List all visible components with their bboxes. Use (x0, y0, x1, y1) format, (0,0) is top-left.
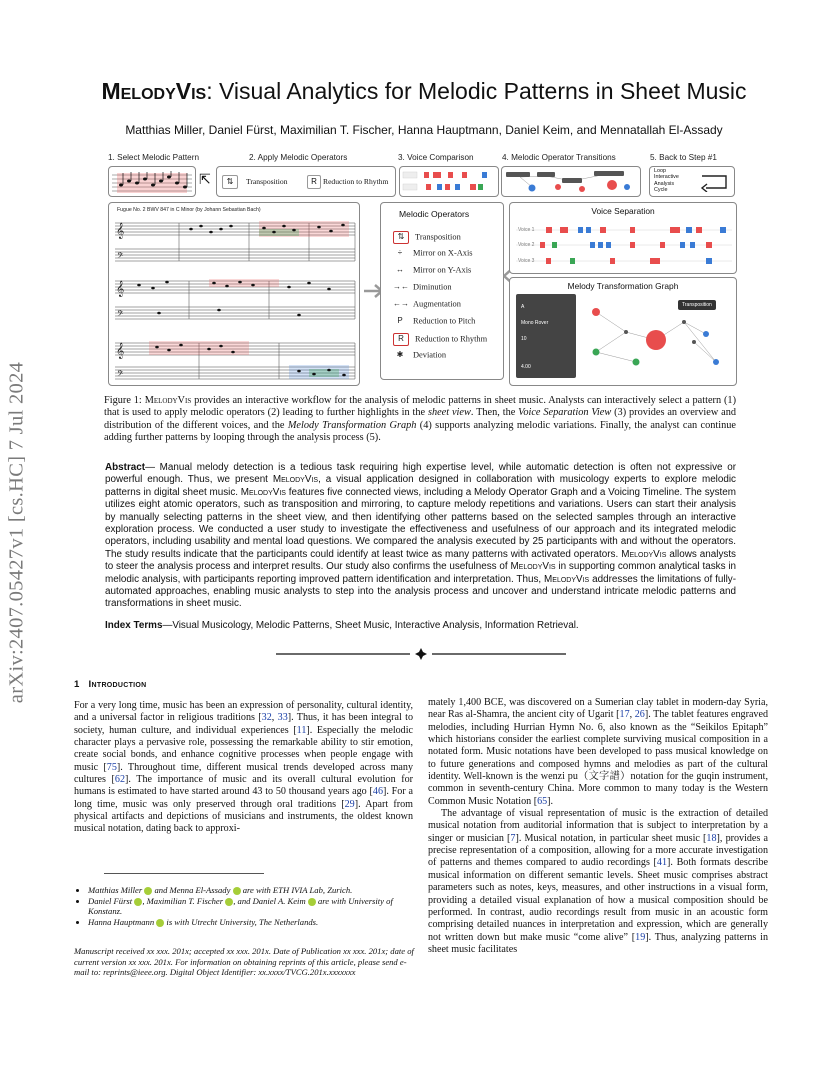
voice-comparison-thumbnail (400, 167, 498, 196)
sheet-title: Fugue No. 2 BWV 847 in C Minor (by Johann Sebastian Bach) (117, 207, 261, 213)
melody-transformation-graph-panel (509, 277, 737, 386)
operators-title: Melodic Operators (399, 209, 470, 219)
reduction-rhythm-icon: R (307, 175, 321, 189)
intro-column-2 (428, 697, 768, 956)
title-system-name: MelodyVis (101, 78, 207, 104)
diminution-icon: →← (393, 282, 409, 291)
intro-column-1: For a very long time, music has been an expression of personality, cultural identity, and a universal factor in religious traditions [32, 33]. Thus, it has been integral to society, human culture, and individual experiences [11]. Especially the melodic character plays a pervasive role, possessing the remarkable ability to stir emotion, create social bonds, and enhance cognitive processes when people engage with music [75]. Throughout time, different musical trends developed across many cultures [62]. The importance of music and its overall cultural evolution for humans is estimated to have started around 43 to 50 thousand years ago [46]. For a long time, music was only preserved through oral traditions [29]. Apart from physical artifacts and depictions of musicians and instruments, the oldest known musical notation, dating back to approxi- (74, 700, 414, 835)
manuscript-info: Manuscript received xx xxx. 201x; accepted xx xxx. 201x. Date of Publication xx xxx. 201x; date of current version xx xxx. 201x. For information on obtaining reprints of this article, please send e-mail to: reprints@ieee.org. Digital Object Identifier: xx.xxxx/TVCG.201x.xxxxxxx (74, 946, 414, 978)
affiliation-eth: • Matthias Miller and Menna El-Assady are with ETH IVIA Lab, Zurich. (88, 885, 414, 896)
voice-separation-panel (509, 202, 737, 274)
citation-link[interactable]: 62 (114, 774, 125, 786)
melodic-operators-panel (380, 202, 504, 380)
citation-link[interactable]: 19 (635, 931, 646, 943)
sidebar-value-4: 4.00 (521, 364, 531, 370)
graph-detail-sidebar (516, 294, 576, 378)
sheet-view-panel (108, 202, 360, 386)
citation-link[interactable]: 18 (706, 832, 717, 844)
mirror-x-icon: ÷ (397, 248, 403, 257)
sheet-music-staves (109, 215, 359, 383)
paper-title (60, 78, 788, 105)
step-5-box (649, 166, 735, 197)
transposition-op-icon: ⇅ (393, 231, 409, 244)
voice-3-label: Voice 3 (518, 258, 535, 264)
svg-text:𝄢: 𝄢 (117, 310, 124, 321)
selected-pattern-staff (109, 167, 195, 196)
affiliation-konstanz: • Daniel Fürst , Maximilian T. Fischer , and Daniel A. Keim are with University of Konstanz. (88, 896, 414, 917)
svg-text:𝄢: 𝄢 (117, 252, 124, 263)
abstract-label: Abstract (105, 462, 146, 473)
citation-link[interactable]: 11 (296, 724, 307, 736)
citation-link[interactable]: 41 (656, 857, 668, 869)
section-heading: 1 Introduction (74, 679, 147, 690)
voice-timeline (510, 203, 736, 273)
abstract: Abstract— Manual melody detection is a tedious task requiring high expertise level, while automatic detection is often not expressive or powerful enough. Thus, we present MelodyVis, a visual application designed in collaboration with musicology experts to explore melodic patterns in digital sheet music. MelodyVis features five connected views, including a Melody Operator Graph and a Voicing Timeline. The system utilizes eight atomic operators, such as transposition and mirroring, to capture melody repetitions and variations. Users can start their analysis by manually selecting patterns in the sheet view, and then identifying other patterns based on the selected samples through an interactive exploration process. We conducted a user study to investigate the effectiveness and usefulness of our approach and its integrated melodic operators, including usability and mental load questions. We compared the analysis executed by 25 participants with and without the operators. The study results indicate that the participants could identify at least twice as many patterns with activated operators. MelodyVis allows analysts to steer the analysis process and interpret results. Our study also confirms the usefulness of MelodyVis in supporting common analytical tasks in melodic analysis, with participants reporting improved pattern identification and interpretation. Thus, MelodyVis addresses the limitations of fully-automated approaches, enabling music analysts to step into the analysis process and uncover and understand intricate melodic patterns and transformations in sheet music. (105, 462, 737, 610)
mirror-y-icon: ↔ (396, 265, 404, 274)
cursor-icon: ⇱ (199, 173, 211, 188)
sidebar-value-3: 10 (521, 336, 527, 342)
citation-link[interactable]: 7 (510, 832, 516, 844)
voice-separation-title: Voice Separation (591, 206, 655, 216)
graph-title: Melody Transformation Graph (567, 281, 679, 291)
operator-reduction-rhythm[interactable]: R Reduction to Rhythm (393, 333, 487, 346)
step-5-title: 5. Back to Step #1 (650, 153, 717, 162)
step-2-op-2: Reduction to Rhythm (323, 177, 389, 186)
augmentation-icon: ←→ (393, 299, 409, 308)
graph-tooltip: Transposition (678, 300, 716, 310)
paragraph: mately 1,400 BCE, was discovered on a Sumerian clay tablet in modern-day Syria, near Ras al-Shamra, the ancient city of Ugarit [17, 26]. The tablet features engraved melodies, including Hurrian Hymn No. 6, also known as the “Seikilos Epitaph” which historians consider the earliest complete surviving musical composition in a notated form. Music notations have been developed to pass musical knowledge on to future generations and composed hymns and melodies as part of the cultural identity. Well-known is the wenzi pu（文字譜）notation for the guqin instrument, common in seventh-century China. More common to many today is the Western Common Music Notation [65]. (428, 697, 769, 807)
title-rest: : Visual Analytics for Melodic Patterns in Sheet Music (206, 78, 747, 104)
deviation-icon: ✱ (396, 350, 404, 359)
step-4-title: 4. Melodic Operator Transitions (502, 153, 616, 162)
step-3-box (399, 166, 499, 197)
operator-transitions-thumbnail (502, 167, 640, 196)
operator-mirror-y[interactable]: ↔ Mirror on Y-Axis (393, 265, 471, 276)
citation-link[interactable]: 32 (261, 712, 272, 724)
sidebar-value-2: Mono Rover (521, 320, 549, 326)
section-divider (276, 647, 566, 661)
arxiv-identifier: arXiv:2407.05427v1 [cs.HC] 7 Jul 2024 (5, 361, 28, 704)
citation-link[interactable]: 65 (537, 795, 548, 807)
paragraph: The advantage of visual representation of music is the extraction of detailed musical notation from auditorial information that is subject to interpretation by a singer or musician [7]. Musical notation, in particular sheet music [18], provides a precise representation of a composition, allowing for a more accurate investigation of patterns and themes compared to audio recordings [41]. Both formats describe musical information on different semantic levels. Sheet music comprises abstract parameters such as notes, keys, measures, and other instructions in a visual form, providing a detailed visual explanation of how a musical composition should be performed. In contrast, audio recordings result from music in an acoustic form comprising detailed nuances in interpretation and expression, which are generally not written down but make music “come alive” [19]. Thus, analyzing patterns in sheet music facilitates (428, 808, 769, 955)
orcid-icon[interactable] (308, 898, 316, 906)
step-2-op-1: Transposition (246, 177, 288, 186)
author-affiliations (74, 885, 414, 927)
operator-mirror-x[interactable]: ÷ Mirror on X-Axis (393, 248, 473, 259)
citation-link[interactable]: 33 (277, 712, 288, 724)
operator-transposition[interactable]: ⇅ Transposition (393, 231, 461, 244)
affiliation-utrecht: • Hanna Hauptmann is with Utrecht University, The Netherlands. (88, 917, 414, 928)
voice-2-label: Voice 2 (518, 242, 535, 248)
svg-text:𝄞: 𝄞 (116, 223, 125, 239)
sidebar-value-1: A (521, 304, 525, 310)
citation-link[interactable]: 75 (106, 761, 117, 773)
operator-deviation[interactable]: ✱ Deviation (393, 350, 446, 361)
operator-diminution[interactable]: →← Diminution (393, 282, 452, 292)
reduction-rhythm-op-icon: R (393, 333, 409, 346)
citation-link[interactable]: 17 (619, 709, 630, 721)
step-1-title: 1. Select Melodic Pattern (108, 153, 200, 162)
step-1-box (108, 166, 196, 197)
voice-1-label: Voice 1 (518, 227, 535, 233)
orcid-icon[interactable] (233, 887, 241, 895)
svg-text:𝄞: 𝄞 (116, 343, 125, 359)
loop-arrow-icon (698, 172, 730, 192)
transposition-icon: ⇅ (222, 175, 238, 189)
loop-cycle-text: Loop Interactive Analysis Cycle (654, 168, 679, 193)
reduction-pitch-icon: P (397, 316, 403, 325)
operator-augmentation[interactable]: ←→ Augmentation (393, 299, 461, 309)
step-2-box (216, 166, 396, 197)
step-2-title: 2. Apply Melodic Operators (249, 153, 348, 162)
svg-text:𝄢: 𝄢 (117, 370, 124, 381)
figure-caption: Figure 1: MelodyVis provides an interactive workflow for the analysis of melodic patterns in sheet music. Analysts can interactively select a pattern (1) that is used to apply melodic operators (2) leading to further highlights in the sheet view. Then, the Voice Separation View (3) provides an overview and distribution of the different voices, and the Melody Transformation Graph (4) supports analyzing melodic variations. Finally, the analyst can continue adding further patterns by looping through the analysis process (5). (104, 395, 736, 444)
index-terms: Index Terms—Visual Musicology, Melodic Patterns, Sheet Music, Interactive Analysis, Information Retrieval. (105, 620, 579, 631)
citation-link[interactable]: 26 (634, 709, 645, 721)
operator-reduction-pitch[interactable]: P Reduction to Pitch (393, 316, 475, 327)
author-list: Matthias Miller, Daniel Fürst, Maximilian T. Fischer, Hanna Hauptmann, Daniel Keim, and Mennatallah El-Assady (125, 123, 723, 137)
step-3-title: 3. Voice Comparison (398, 153, 474, 162)
teaser-figure (104, 150, 736, 390)
step-4-box (501, 166, 641, 197)
citation-link[interactable]: 46 (372, 786, 383, 798)
citation-link[interactable]: 29 (344, 798, 355, 810)
svg-text:𝄞: 𝄞 (116, 281, 125, 297)
footnote-rule (104, 873, 264, 874)
